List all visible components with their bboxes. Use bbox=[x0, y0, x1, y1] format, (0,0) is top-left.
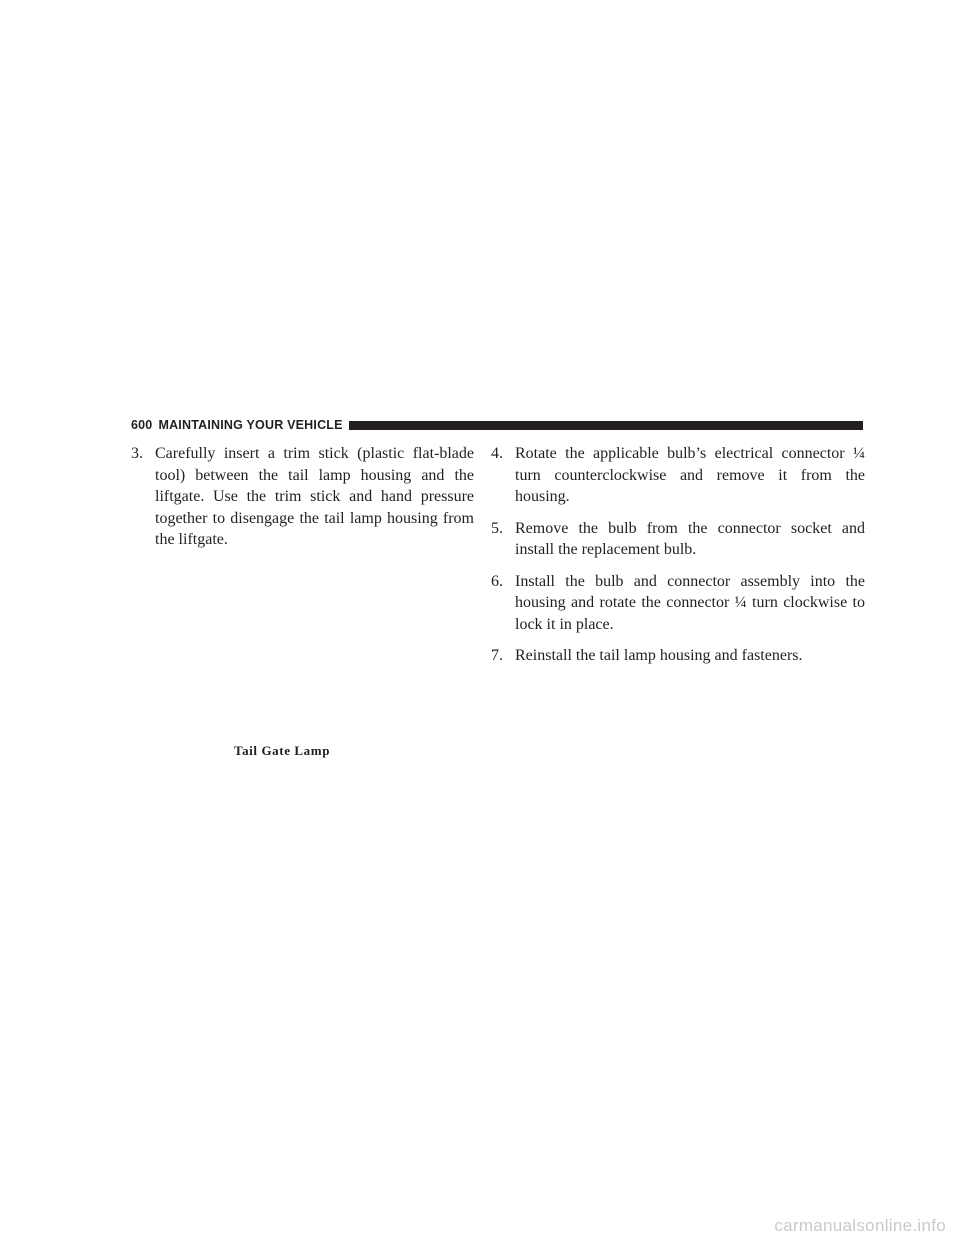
page-header bbox=[131, 417, 863, 433]
step-text: Rotate the applicable bulb’s electrical connector ¼ turn counterclockwise and remove it from the housing. bbox=[515, 445, 865, 505]
step-text: Reinstall the tail lamp housing and fasteners. bbox=[515, 647, 803, 664]
section-title: MAINTAINING YOUR VEHICLE bbox=[158, 418, 343, 432]
header-rule bbox=[349, 421, 863, 430]
step-number: 4. bbox=[491, 445, 503, 462]
step-item bbox=[491, 645, 865, 667]
step-number: 5. bbox=[491, 519, 503, 537]
step-text: Remove the bulb from the connector socket and install the replacement bulb. bbox=[515, 519, 865, 558]
step-number: 7. bbox=[491, 647, 503, 664]
figure-caption: Tail Gate Lamp bbox=[234, 743, 331, 758]
left-column bbox=[131, 443, 474, 561]
page-number: 600 bbox=[131, 418, 153, 432]
step-item bbox=[491, 518, 865, 561]
step-item bbox=[491, 571, 865, 636]
step-number: 6. bbox=[491, 572, 503, 590]
step-number: 3. bbox=[131, 445, 143, 462]
step-text: Carefully insert a trim stick (plastic flat-blade tool) between the tail lamp housing and the liftgate. Use the trim stick and hand pressure together to disengage the tail lamp housing from the liftgate. bbox=[155, 445, 474, 548]
step-item bbox=[131, 443, 474, 551]
step-item bbox=[491, 443, 865, 508]
right-column bbox=[491, 443, 865, 677]
step-text: Install the bulb and connector assembly into the housing and rotate the connector ¼ turn clockwise to lock it in place. bbox=[515, 572, 865, 633]
watermark[interactable]: carmanualsonline.info bbox=[774, 1216, 946, 1235]
